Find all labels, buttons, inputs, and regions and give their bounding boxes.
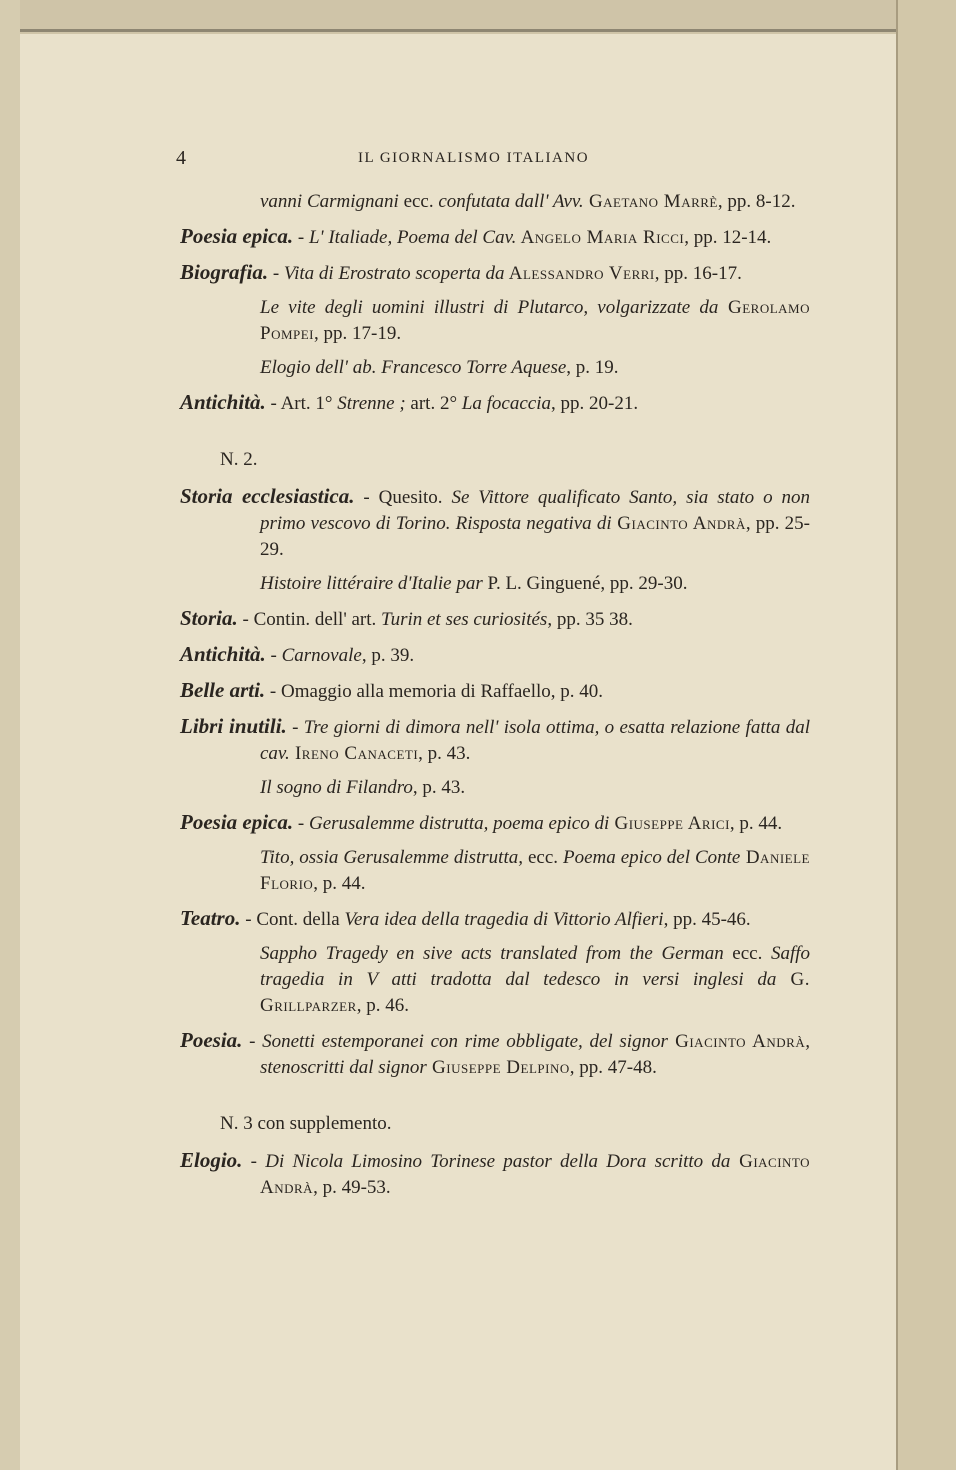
entry-sappho: Sappho Tragedy en sive acts translated from the German ecc. Saffo tragedia in V atti tradotta dal tedesco in versi inglesi da G. Grillparzer, p. 46. — [260, 943, 810, 1016]
entry-tito: Tito, ossia Gerusalemme distrutta, ecc. Poema epico del Conte Daniele Florio, p. 44. — [260, 847, 810, 894]
book-page — [20, 34, 896, 1470]
entry-storia: Storia. - Contin. dell' art. Turin et ses curiosités, pp. 35 38. — [180, 606, 633, 630]
entry-teatro: Teatro. - Cont. della Vera idea della tragedia di Vittorio Alfieri, pp. 45-46. — [180, 906, 751, 930]
entry-biografia: Biografia. - Vita di Erostrato scoperta da Alessandro Verri, pp. 16-17. — [180, 260, 742, 284]
index-entries — [180, 189, 810, 1209]
running-title: IL GIORNALISMO ITALIANO — [358, 150, 590, 166]
scan-top-edge — [0, 0, 956, 34]
continuation-entry: vanni Carmignani ecc. confutata dall' Avv. Gaetano Marrè, pp. 8-12. — [260, 191, 796, 212]
next-page-edge — [896, 0, 956, 1470]
running-head — [20, 147, 896, 171]
entry-elogio: Elogio. - Di Nicola Limosino Torinese pastor della Dora scritto da Giacinto Andrà, p. 49-53. — [180, 1148, 811, 1198]
entry-biografia-elogio: Elogio dell' ab. Francesco Torre Aquese, p. 19. — [260, 357, 619, 378]
entry-poesia: Poesia. - Sonetti estemporanei con rime obbligate, del signor Giacinto Andrà, stenoscritti dal signor Giuseppe Delpino, pp. 47-48. — [180, 1028, 810, 1078]
entry-belle-arti: Belle arti. - Omaggio alla memoria di Raffaello, p. 40. — [180, 678, 604, 702]
issue-number-2: N. 2. — [220, 449, 258, 470]
entry-poesia-epica: Poesia epica. - L' Italiade, Poema del Cav. Angelo Maria Ricci, pp. 12-14. — [180, 224, 772, 248]
entry-storia-ecclesiastica: Storia ecclesiastica. - Quesito. Se Vittore qualificato Santo, sia stato o non primo vescovo di Torino. Risposta negativa di Giacinto Andrà, pp. 25-29. — [180, 484, 811, 560]
entry-poesia-epica-2: Poesia epica. - Gerusalemme distrutta, poema epico di Giuseppe Arici, p. 44. — [180, 810, 783, 834]
entry-sogno-filandro: Il sogno di Filandro, p. 43. — [260, 777, 466, 798]
entry-antichita: Antichità. - Art. 1° Strenne ; art. 2° La focaccia, pp. 20-21. — [180, 390, 639, 414]
entry-biografia-plutarco: Le vite degli uomini illustri di Plutarco, volgarizzate da Gerolamo Pompei, pp. 17-19. — [260, 297, 810, 344]
entry-libri-inutili: Libri inutili. - Tre giorni di dimora nell' isola ottima, o esatta relazione fatta dal cav. Ireno Canaceti, p. 43. — [180, 714, 811, 764]
scan-left-edge — [0, 0, 20, 1470]
page-number: 4 — [176, 147, 186, 169]
entry-histoire-litteraire: Histoire littéraire d'Italie par P. L. Ginguené, pp. 29-30. — [260, 573, 688, 594]
issue-number-3: N. 3 con supplemento. — [220, 1113, 392, 1134]
entry-antichita-carnovale: Antichità. - Carnovale, p. 39. — [180, 642, 415, 666]
